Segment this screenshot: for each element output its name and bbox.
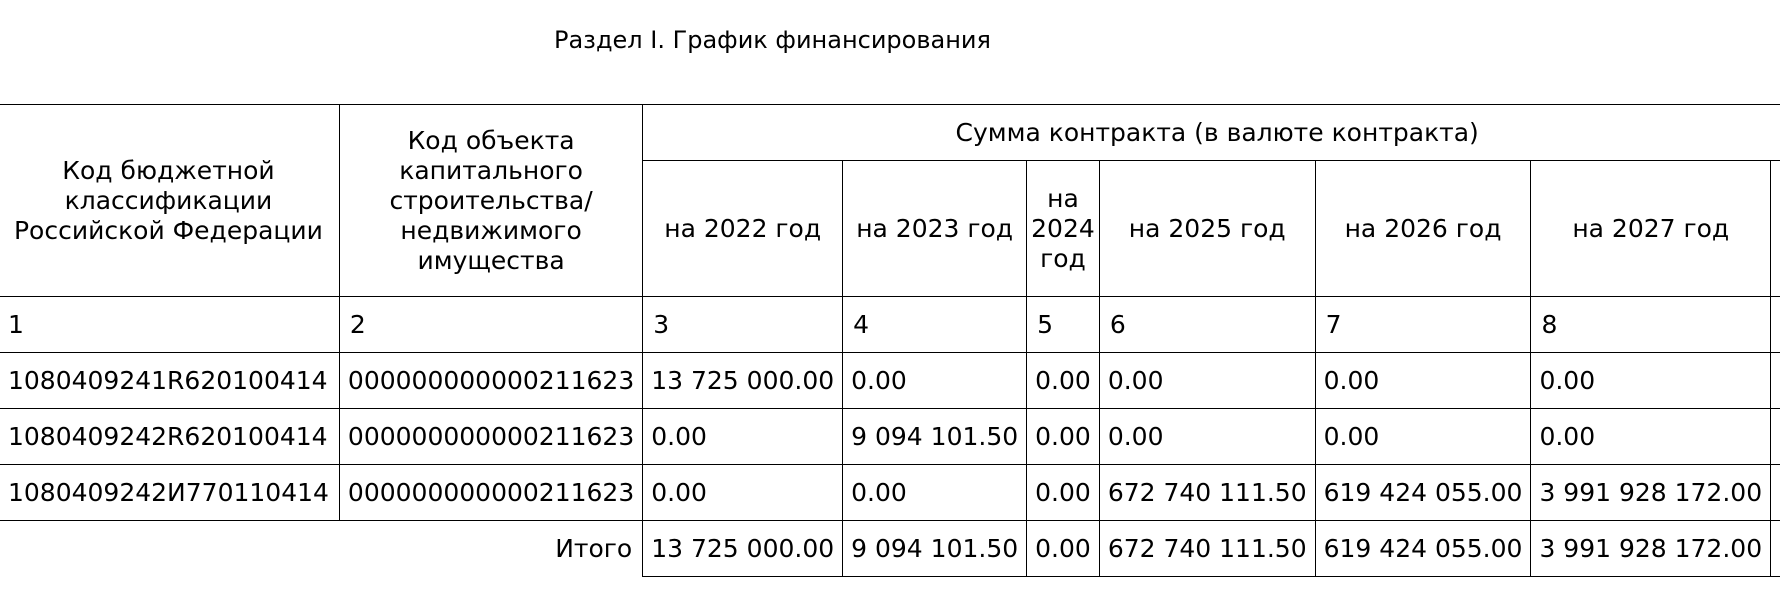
extra-cell [1771, 353, 1780, 409]
column-numbers-row [0, 297, 1780, 353]
table-row [0, 353, 1780, 409]
amount-cell: 0.00 [643, 465, 843, 521]
header-year-2027: на 2027 год [1531, 161, 1771, 297]
extra-cell [1771, 465, 1780, 521]
amount-cell: 0.00 [643, 409, 843, 465]
object-code-cell: 000000000000211623 [339, 465, 642, 521]
total-row [0, 521, 1780, 577]
column-number: 7 [1315, 297, 1531, 353]
header-contract-sum: Сумма контракта (в валюте контракта) [643, 105, 1780, 161]
kbk-cell: 1080409241R620100414 [0, 353, 339, 409]
amount-cell: 9 094 101.50 [843, 409, 1027, 465]
amount-cell: 0.00 [1027, 465, 1100, 521]
amount-cell: 0.00 [1027, 409, 1100, 465]
amount-cell: 0.00 [1099, 409, 1315, 465]
total-label: Итого [0, 521, 643, 577]
column-number: 1 [0, 297, 339, 353]
total-amount-cell: 619 424 055.00 [1315, 521, 1531, 577]
total-amount-cell: 0.00 [1027, 521, 1100, 577]
amount-cell: 0.00 [1315, 409, 1531, 465]
total-amount-cell: 9 094 101.50 [843, 521, 1027, 577]
financing-schedule-table [0, 104, 1780, 577]
amount-cell: 0.00 [1531, 409, 1771, 465]
kbk-cell: 1080409242И770110414 [0, 465, 339, 521]
header-year-2024: на 2024 год [1027, 161, 1100, 297]
header-kbk: Код бюджетной классификации Российской Федерации [0, 105, 339, 297]
amount-cell: 672 740 111.50 [1099, 465, 1315, 521]
amount-cell: 0.00 [843, 353, 1027, 409]
amount-cell: 0.00 [1315, 353, 1531, 409]
header-year-2023: на 2023 год [843, 161, 1027, 297]
extra-cell [1771, 297, 1780, 353]
column-number: 6 [1099, 297, 1315, 353]
total-amount-cell: 13 725 000.00 [643, 521, 843, 577]
column-number: 2 [339, 297, 642, 353]
header-object-code: Код объекта капитального строительства/ недвижимого имущества [339, 105, 642, 297]
amount-cell: 13 725 000.00 [643, 353, 843, 409]
amount-cell: 0.00 [1027, 353, 1100, 409]
amount-cell: 0.00 [1531, 353, 1771, 409]
extra-cell [1771, 409, 1780, 465]
amount-cell: 0.00 [843, 465, 1027, 521]
extra-cell [1771, 521, 1780, 577]
column-number: 5 [1027, 297, 1100, 353]
amount-cell: 3 991 928 172.00 [1531, 465, 1771, 521]
column-number: 8 [1531, 297, 1771, 353]
amount-cell: 0.00 [1099, 353, 1315, 409]
object-code-cell: 000000000000211623 [339, 409, 642, 465]
total-amount-cell: 3 991 928 172.00 [1531, 521, 1771, 577]
amount-cell: 619 424 055.00 [1315, 465, 1531, 521]
header-year-2025: на 2025 год [1099, 161, 1315, 297]
table-row [0, 409, 1780, 465]
total-amount-cell: 672 740 111.50 [1099, 521, 1315, 577]
object-code-cell: 000000000000211623 [339, 353, 642, 409]
column-number: 3 [643, 297, 843, 353]
header-year-2026: на 2026 год [1315, 161, 1531, 297]
section-title: Раздел I. График финансирования [554, 26, 991, 54]
column-number: 4 [843, 297, 1027, 353]
table-row [0, 465, 1780, 521]
header-extra-cell [1771, 161, 1780, 297]
kbk-cell: 1080409242R620100414 [0, 409, 339, 465]
header-year-2022: на 2022 год [643, 161, 843, 297]
